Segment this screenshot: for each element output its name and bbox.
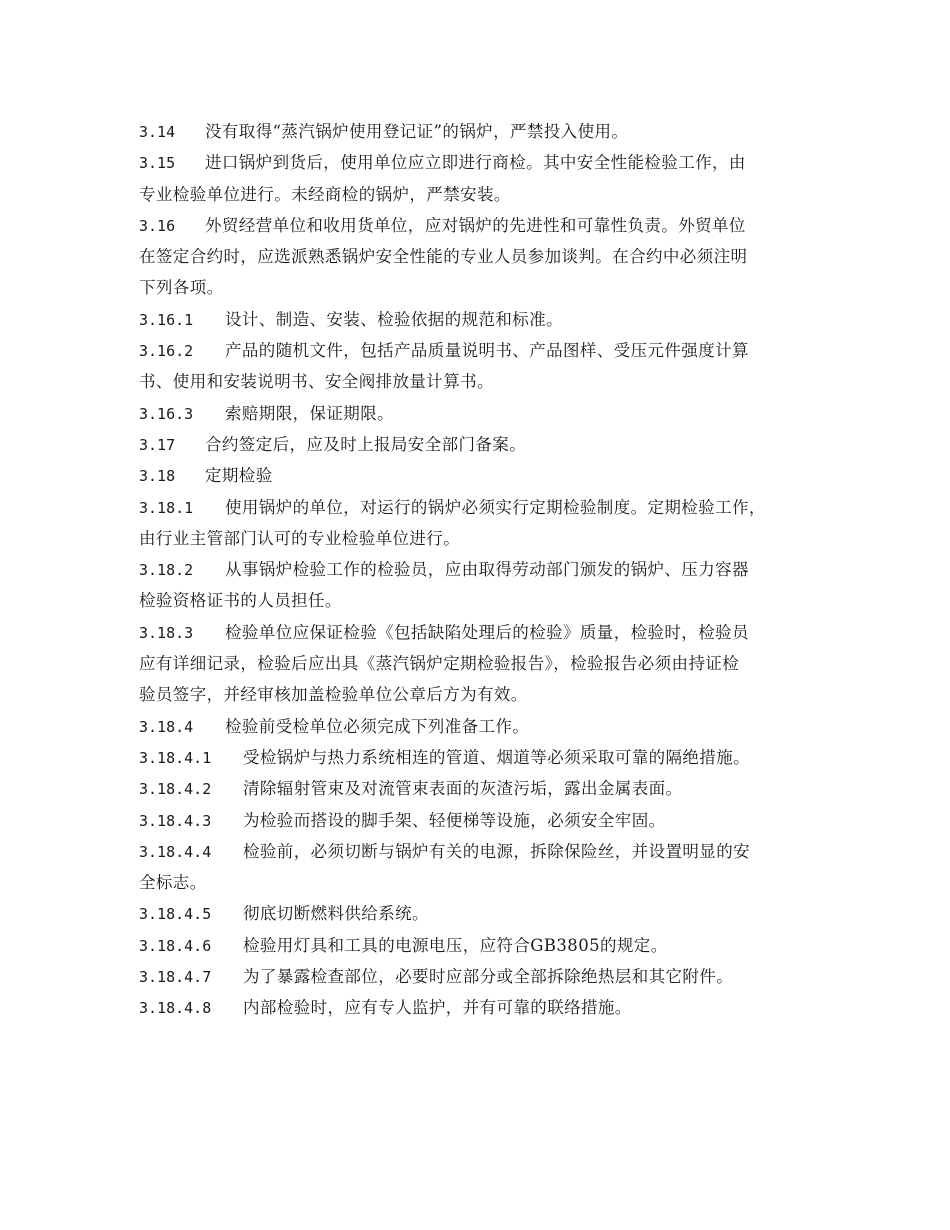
line-3-16-cont-2 (139, 272, 819, 303)
line-3-18-4-3 (139, 805, 819, 836)
line-3-14 (139, 116, 819, 147)
line-3-18-3-cont-1 (139, 648, 819, 679)
clause-text: 没有取得“蒸汽锅炉使用登记证”的锅炉，严禁投入使用。 (205, 122, 629, 141)
clause-text: 检验单位应保证检验《包括缺陷处理后的检验》质量，检验时，检验员 (225, 622, 749, 642)
clause-text: 清除辐射管束及对流管束表面的灰渣污垢，露出金属表面。 (243, 779, 683, 799)
clause-text: 合约签定后，应及时上报局安全部门备案。 (205, 434, 527, 454)
clause-number: 3.14 (139, 123, 176, 141)
clause-number: 3.15 (139, 154, 176, 173)
line-3-16-3 (139, 398, 819, 429)
line-3-16 (139, 210, 819, 241)
clause-text: 进口锅炉到货后，使用单位应立即进行商检。其中安全性能检验工作，由 (205, 153, 746, 173)
clause-text: 检验前，必须切断与锅炉有关的电源，拆除保险丝，并设置明显的安 (243, 841, 750, 861)
clause-text: 在签定合约时，应选派熟悉锅炉安全性能的专业人员参加谈判。在合约中必须注明 (139, 247, 748, 267)
line-3-15 (139, 147, 819, 178)
clause-number: 3.18.2 (139, 561, 194, 580)
clause-number: 3.16.2 (139, 342, 194, 361)
line-3-16-2-cont (139, 366, 819, 397)
clause-number: 3.18.4.1 (139, 748, 212, 767)
line-3-16-2 (139, 335, 819, 366)
line-3-18-4-1 (139, 742, 819, 773)
clause-number: 3.18.1 (139, 498, 194, 517)
clause-text: 检验用灯具和工具的电源电压，应符合GB3805的规定。 (243, 935, 668, 955)
line-3-18-2 (139, 554, 819, 585)
clause-number: 3.16.3 (139, 404, 194, 423)
clause-text: 索赔期限，保证期限。 (225, 403, 394, 423)
document-page (139, 116, 819, 1024)
clause-text: 下列各项。 (139, 278, 224, 298)
clause-number: 3.18.4.4 (139, 842, 212, 861)
line-3-18-4 (139, 711, 819, 742)
clause-text: 检验前受检单位必须完成下列准备工作。 (225, 716, 530, 736)
line-3-18-2-cont (139, 585, 819, 616)
clause-number: 3.16.1 (139, 310, 194, 329)
line-3-18-1 (139, 492, 819, 523)
line-3-18 (139, 460, 819, 491)
clause-number: 3.18.4 (139, 717, 194, 736)
line-3-17 (139, 429, 819, 460)
clause-text: 为了暴露检查部位，必要时应部分或全部拆除绝热层和其它附件。 (243, 967, 734, 987)
line-3-16-1 (139, 304, 819, 335)
clause-text: 为检验而搭设的脚手架、轻便梯等设施，必须安全牢固。 (243, 810, 666, 830)
clause-number: 3.18.4.5 (139, 905, 212, 924)
clause-number: 3.18.4.3 (139, 811, 212, 830)
clause-number: 3.18.3 (139, 623, 194, 642)
clause-number: 3.17 (139, 435, 176, 454)
clause-number: 3.16 (139, 216, 176, 235)
line-3-18-3-cont-2 (139, 679, 819, 710)
clause-text: 检验资格证书的人员担任。 (139, 591, 342, 611)
clause-text: 彻底切断燃料供给系统。 (243, 904, 429, 924)
line-3-18-4-6 (139, 930, 819, 961)
line-3-18-4-2 (139, 773, 819, 804)
clause-text: 设计、制造、安装、检验依据的规范和标准。 (225, 309, 563, 329)
line-3-16-cont-1 (139, 241, 819, 272)
clause-number: 3.18.4.2 (139, 780, 212, 799)
clause-text: 从事锅炉检验工作的检验员，应由取得劳动部门颁发的锅炉、压力容器 (225, 560, 749, 580)
clause-text: 由行业主管部门认可的专业检验单位进行。 (139, 528, 461, 548)
clause-number: 3.18.4.6 (139, 936, 212, 955)
clause-number: 3.18.4.7 (139, 968, 212, 987)
clause-number: 3.18.4.8 (139, 999, 212, 1018)
clause-text: 外贸经营单位和收用货单位，应对锅炉的先进性和可靠性负责。外贸单位 (205, 215, 746, 235)
line-3-18-4-4-cont (139, 867, 819, 898)
clause-text: 全标志。 (139, 873, 207, 893)
line-3-18-4-5 (139, 898, 819, 929)
clause-text: 专业检验单位进行。未经商检的锅炉，严禁安装。 (139, 184, 511, 204)
clause-text: 书、使用和安装说明书、安全阀排放量计算书。 (139, 372, 494, 392)
line-3-18-4-8 (139, 992, 819, 1023)
line-3-18-4-7 (139, 961, 819, 992)
line-3-18-1-cont (139, 523, 819, 554)
line-3-18-4-4 (139, 836, 819, 867)
line-3-18-3 (139, 617, 819, 648)
clause-text: 内部检验时，应有专人监护，并有可靠的联络措施。 (243, 998, 632, 1018)
clause-text: 产品的随机文件，包括产品质量说明书、产品图样、受压元件强度计算 (225, 341, 749, 361)
clause-text: 使用锅炉的单位，对运行的锅炉必须实行定期检验制度。定期检验工作， (225, 497, 766, 517)
clause-text: 应有详细记录，检验后应出具《蒸汽锅炉定期检验报告》，检验报告必须由持证检 (139, 654, 740, 674)
clause-text: 受检锅炉与热力系统相连的管道、烟道等必须采取可靠的隔绝措施。 (243, 747, 750, 767)
clause-text: 定期检验 (205, 466, 273, 486)
clause-text: 验员签字，并经审核加盖检验单位公章后方为有效。 (139, 685, 528, 705)
line-3-15-cont (139, 179, 819, 210)
clause-number: 3.18 (139, 467, 176, 486)
